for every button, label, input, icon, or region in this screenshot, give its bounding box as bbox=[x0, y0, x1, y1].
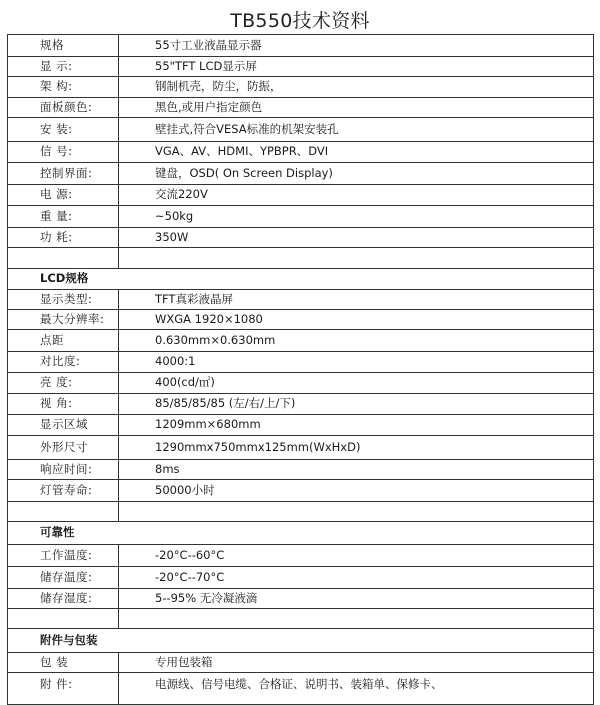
spec-row bbox=[8, 118, 594, 142]
spec-value: 55"TFT LCD显示屏 bbox=[119, 57, 594, 77]
document-title: TB550技术资料 bbox=[230, 10, 370, 32]
spec-label: 显 示: bbox=[8, 57, 119, 77]
spec-value: 85/85/85/85 (左/右/上/下) bbox=[119, 394, 594, 415]
spec-table bbox=[7, 34, 594, 705]
spec-value: 黑色,或用户指定颜色 bbox=[119, 98, 594, 118]
spec-value: 400(cd/㎡) bbox=[119, 373, 594, 394]
spec-value: 55寸工业液晶显示器 bbox=[119, 35, 594, 57]
spec-value: 专用包装箱 bbox=[119, 653, 594, 673]
spec-row bbox=[8, 545, 594, 567]
spec-label: 规格 bbox=[8, 35, 119, 57]
spec-value: 8ms bbox=[119, 460, 594, 480]
spec-label: 重 量: bbox=[8, 206, 119, 228]
spec-label: 视 角: bbox=[8, 394, 119, 415]
spec-row bbox=[8, 77, 594, 98]
spec-value: 壁挂式,符合VESA标准的机架安装孔 bbox=[119, 118, 594, 142]
spec-label: 信 号: bbox=[8, 142, 119, 163]
spec-label: 响应时间: bbox=[8, 460, 119, 480]
spec-label: 灯管寿命: bbox=[8, 480, 119, 502]
spec-label: 控制界面: bbox=[8, 163, 119, 185]
spec-label: 对比度: bbox=[8, 352, 119, 373]
spec-row bbox=[8, 290, 594, 310]
spec-row bbox=[8, 415, 594, 436]
spec-row bbox=[8, 163, 594, 185]
spec-row bbox=[8, 98, 594, 118]
spec-row bbox=[8, 480, 594, 502]
blank-row bbox=[8, 502, 594, 522]
spec-row bbox=[8, 206, 594, 228]
section-header-accessories: 附件与包装 bbox=[8, 629, 594, 653]
spec-value: -20°C--60°C bbox=[119, 545, 594, 567]
spec-row bbox=[8, 310, 594, 330]
spec-label: 显示类型: bbox=[8, 290, 119, 310]
spec-row bbox=[8, 589, 594, 609]
spec-value: 0.630mm×0.630mm bbox=[119, 330, 594, 352]
spec-row bbox=[8, 228, 594, 248]
spec-value: VGA、AV、HDMI、YPBPR、DVI bbox=[119, 142, 594, 163]
spec-row bbox=[8, 567, 594, 589]
spec-value: 钢制机壳，防尘，防振， bbox=[119, 77, 594, 98]
spec-row bbox=[8, 673, 594, 705]
spec-row bbox=[8, 57, 594, 77]
spec-row bbox=[8, 460, 594, 480]
spec-label: 面板颜色: bbox=[8, 98, 119, 118]
spec-value: 1290mmx750mmx125mm(WxHxD) bbox=[119, 436, 594, 460]
spec-value: 1209mm×680mm bbox=[119, 415, 594, 436]
section-header-row bbox=[8, 522, 594, 545]
spec-label: 亮 度: bbox=[8, 373, 119, 394]
spec-row bbox=[8, 185, 594, 206]
spec-label: 点距 bbox=[8, 330, 119, 352]
spec-label: 外形尺寸 bbox=[8, 436, 119, 460]
spec-row bbox=[8, 653, 594, 673]
spec-label: 安 装: bbox=[8, 118, 119, 142]
spec-value: TFT真彩液晶屏 bbox=[119, 290, 594, 310]
spec-value: 4000:1 bbox=[119, 352, 594, 373]
spec-value: 电源线、信号电缆、合格证、说明书、装箱单、保修卡、 bbox=[119, 673, 594, 705]
blank-row bbox=[8, 248, 594, 269]
spec-row bbox=[8, 35, 594, 57]
spec-value: 交流220V bbox=[119, 185, 594, 206]
spec-row bbox=[8, 352, 594, 373]
spec-value: 5--95% 无冷凝液滴 bbox=[119, 589, 594, 609]
spec-label: 功 耗: bbox=[8, 228, 119, 248]
section-header-row bbox=[8, 269, 594, 290]
spec-label: 储存温度: bbox=[8, 567, 119, 589]
spec-value: 键盘，OSD( On Screen Display) bbox=[119, 163, 594, 185]
spec-label: 附 件: bbox=[8, 673, 119, 705]
spec-value: WXGA 1920×1080 bbox=[119, 310, 594, 330]
spec-label: 显示区域 bbox=[8, 415, 119, 436]
spec-value: 350W bbox=[119, 228, 594, 248]
spec-row bbox=[8, 330, 594, 352]
spec-label: 电 源: bbox=[8, 185, 119, 206]
spec-row bbox=[8, 436, 594, 460]
spec-label: 最大分辨率: bbox=[8, 310, 119, 330]
spec-label: 包 装 bbox=[8, 653, 119, 673]
blank-row bbox=[8, 609, 594, 629]
spec-label: 架 构: bbox=[8, 77, 119, 98]
section-header-reliability: 可靠性 bbox=[8, 522, 594, 545]
spec-value: ~50kg bbox=[119, 206, 594, 228]
spec-label: 储存湿度: bbox=[8, 589, 119, 609]
spec-value: -20°C--70°C bbox=[119, 567, 594, 589]
spec-label: 工作温度: bbox=[8, 545, 119, 567]
spec-row bbox=[8, 142, 594, 163]
spec-value: 50000小时 bbox=[119, 480, 594, 502]
spec-row bbox=[8, 373, 594, 394]
spec-row bbox=[8, 394, 594, 415]
section-header-lcd: LCD规格 bbox=[8, 269, 594, 290]
section-header-row bbox=[8, 629, 594, 653]
